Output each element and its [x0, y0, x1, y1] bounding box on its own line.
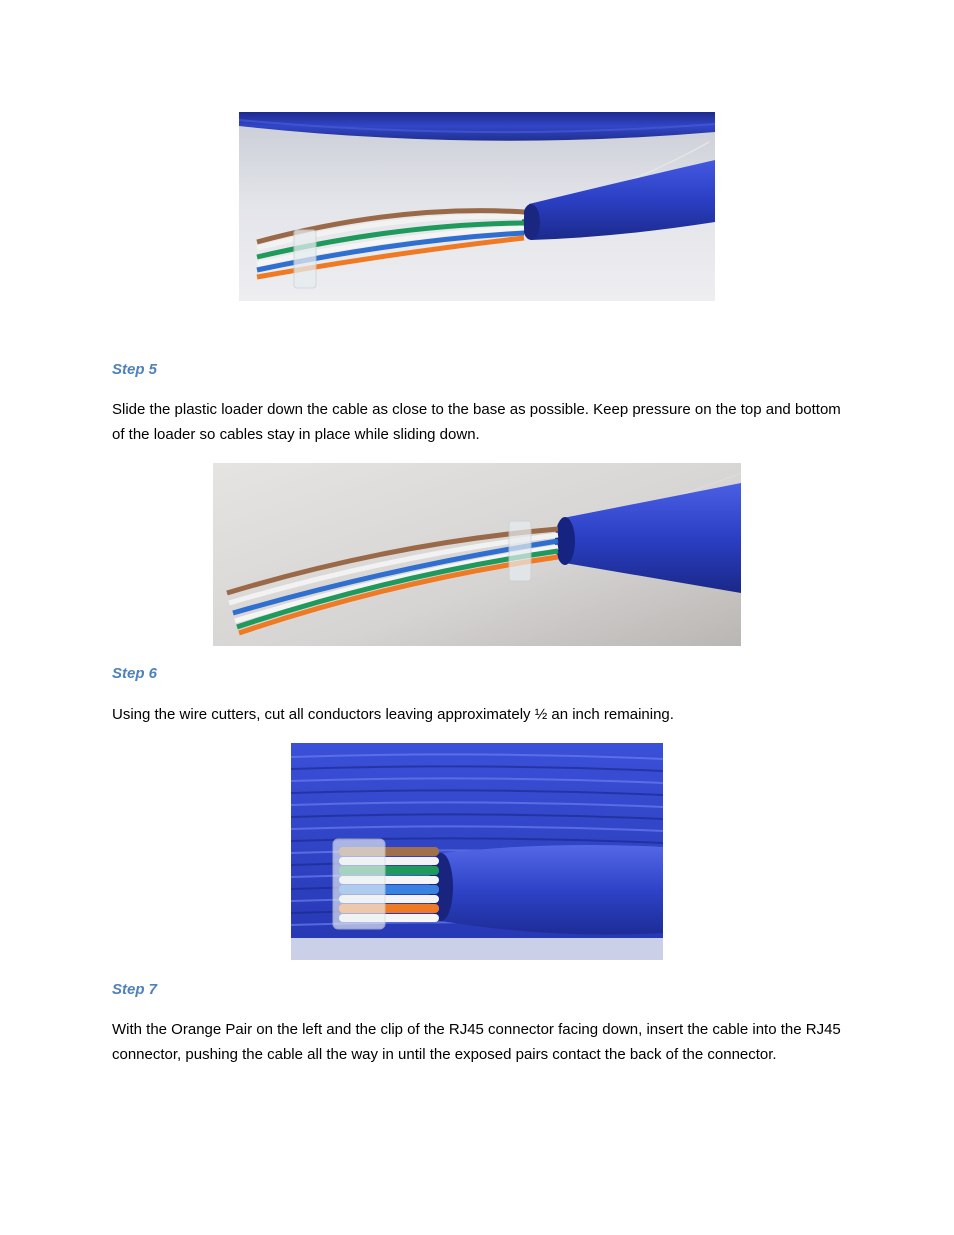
photo-trimmed-conductors [291, 743, 663, 960]
photo-stripped-cable-with-loader-graphic [239, 112, 715, 301]
photo-loader-slid-to-base [213, 463, 741, 646]
step-5-instructions: Slide the plastic loader down the cable as close to the base as possible. Keep pressure on the top and bottom of the loader so cables stay in place while sliding down. [112, 401, 841, 443]
step-6-instructions: Using the wire cutters, cut all conductors leaving approximately ½ an inch remaining. [112, 706, 674, 723]
step-7-instructions: With the Orange Pair on the left and the clip of the RJ45 connector facing down, insert the cable into the RJ45 connector, pushing the cable all the way in until the exposed pairs contact the back of the connector. [112, 1021, 841, 1063]
step-6-heading: Step 6 [112, 665, 158, 682]
step-5-heading: Step 5 [112, 361, 158, 378]
photo-stripped-cable-with-loader [239, 112, 715, 301]
photo-loader-slid-to-base-graphic [213, 463, 741, 646]
photo-trimmed-conductors-graphic [291, 743, 663, 960]
step-7-heading: Step 7 [112, 981, 158, 998]
